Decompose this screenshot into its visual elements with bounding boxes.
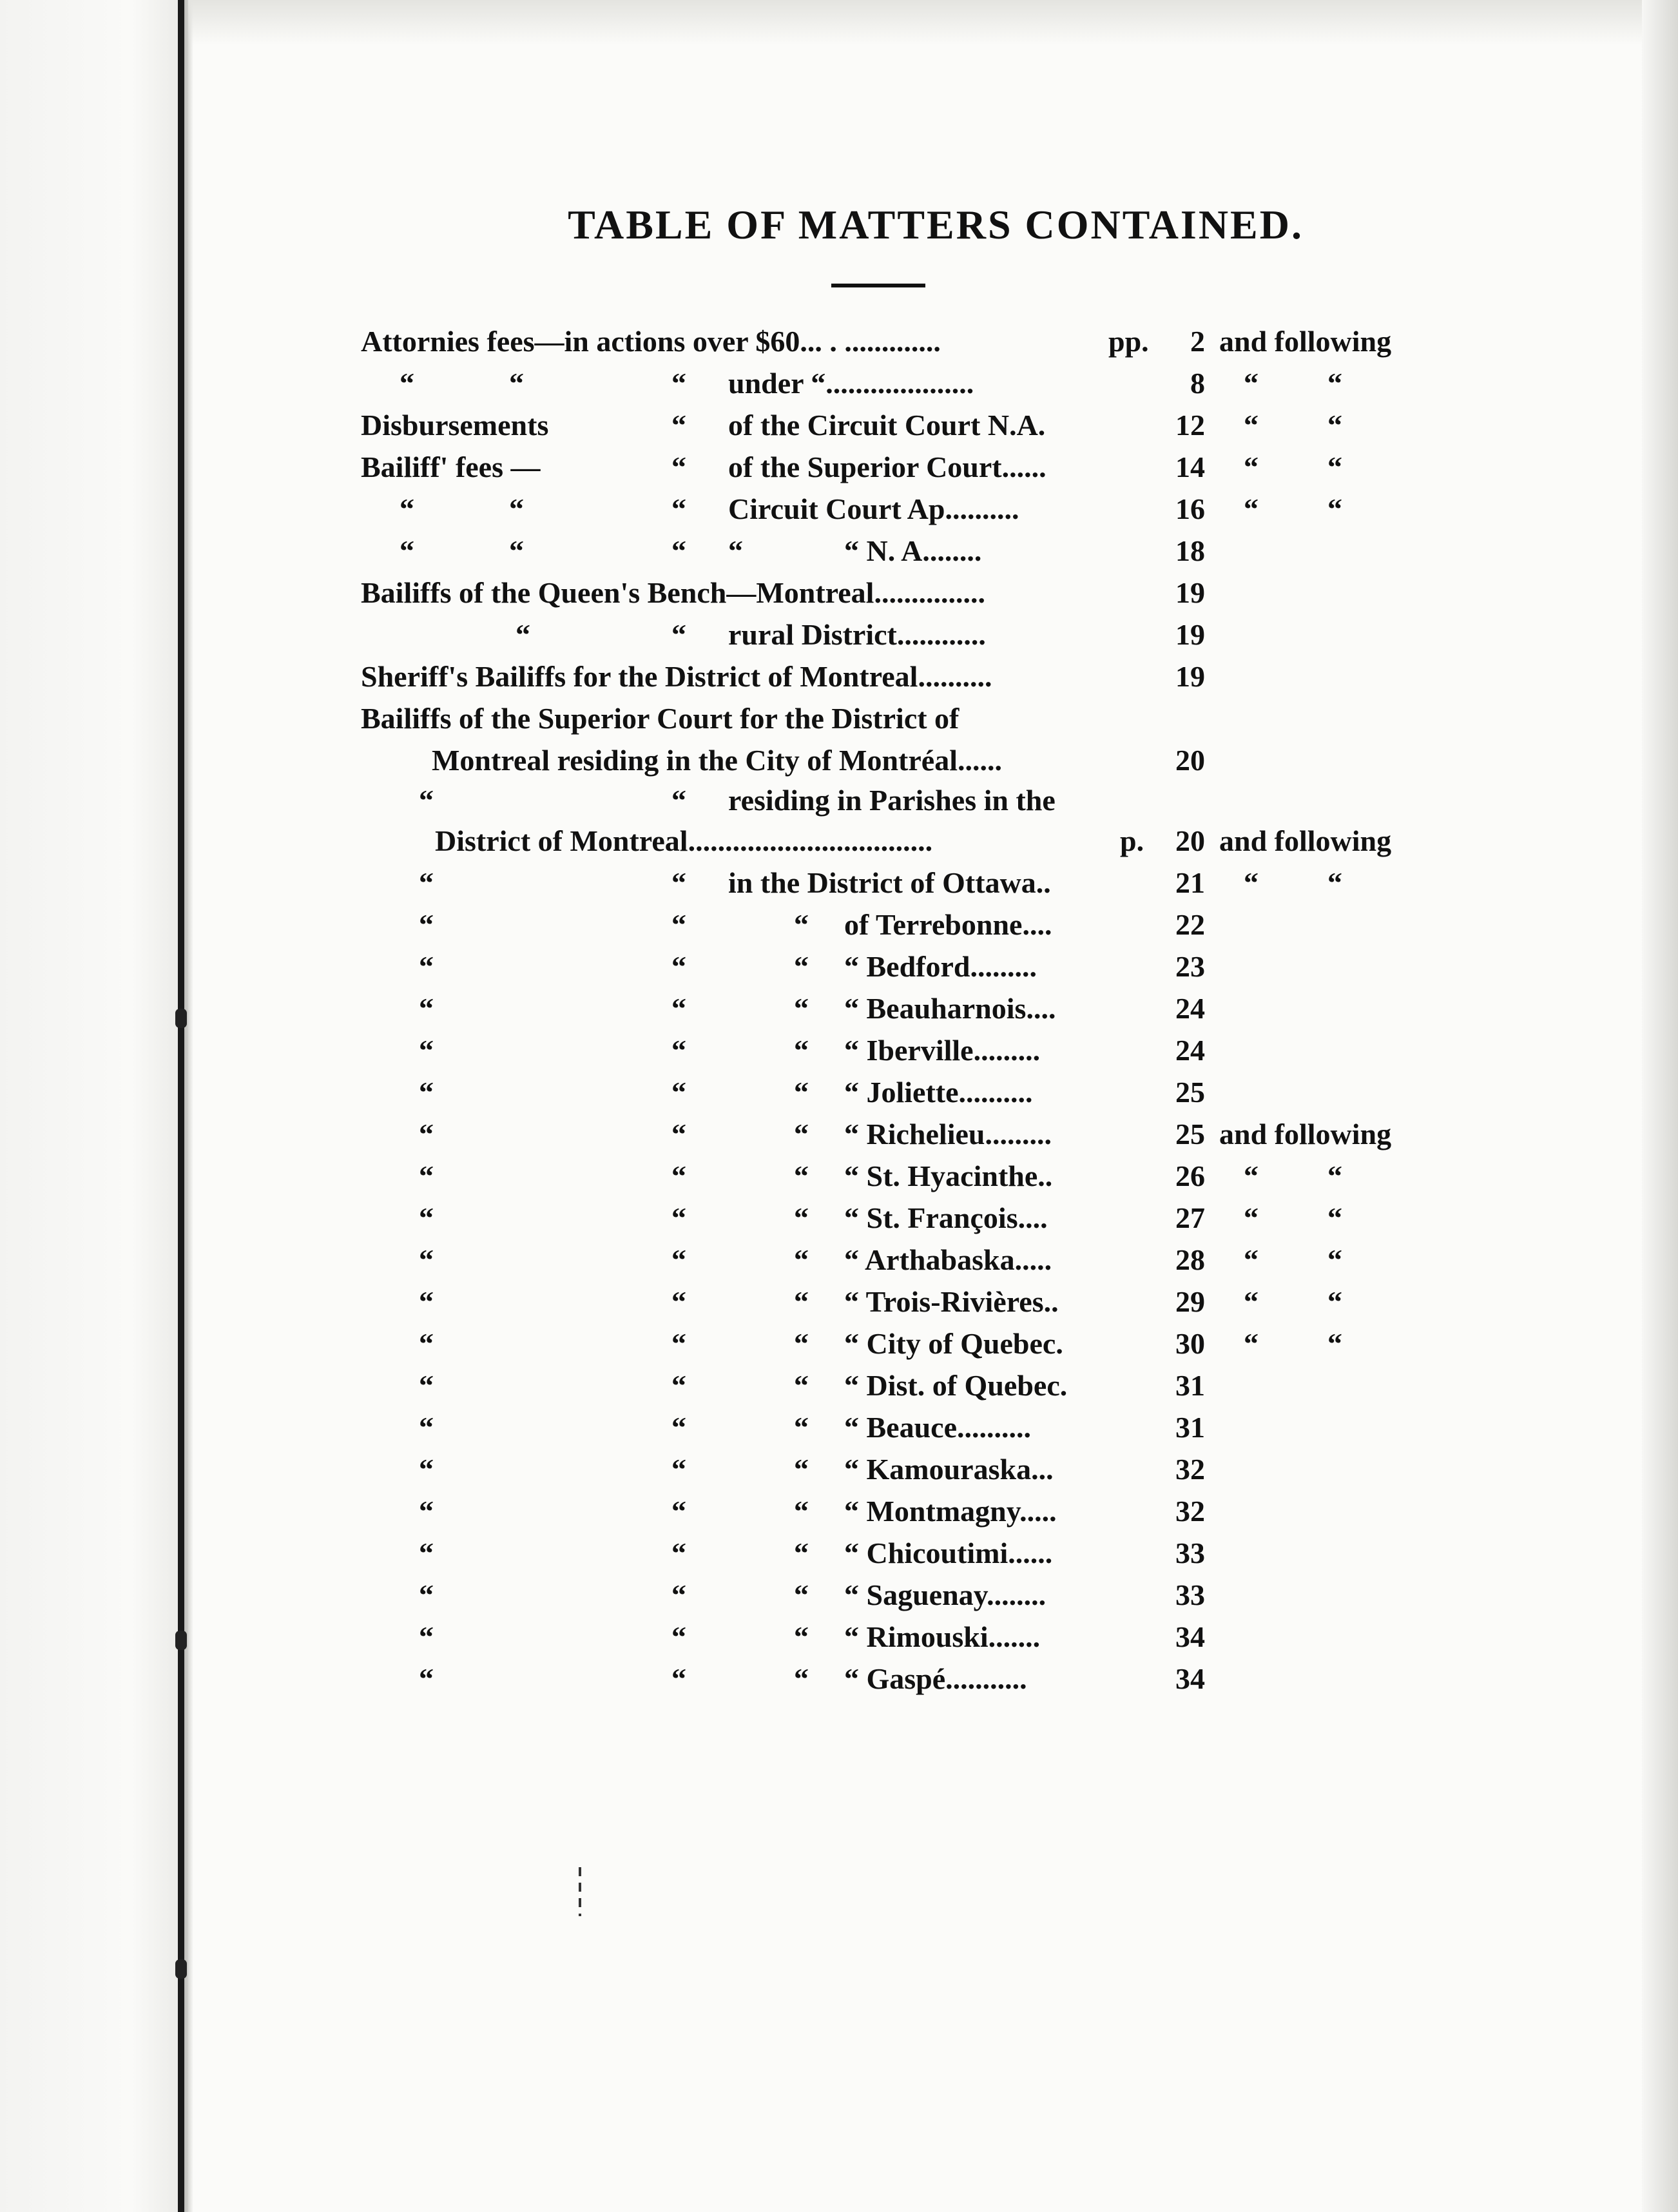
toc-entry-text: “ [400, 534, 414, 567]
ditto-mark: “ [794, 1201, 809, 1234]
toc-entry-district: “ Iberville......... [844, 1034, 1041, 1067]
ditto-mark: “ [1244, 1327, 1258, 1360]
toc-row [0, 616, 1678, 654]
page-number: 2 [1190, 325, 1205, 358]
toc-entry-text: “ [419, 1369, 434, 1402]
ditto-mark: “ [794, 1537, 809, 1569]
toc-entry-text: Attornies fees—in actions over $60... . ............. [361, 325, 941, 358]
toc-row [0, 322, 1678, 361]
toc-entry-subtext: in the District of Ottawa.. [728, 866, 1051, 899]
page-number: 16 [1175, 492, 1205, 525]
page-number: 26 [1175, 1159, 1205, 1192]
toc-row [0, 781, 1678, 820]
toc-entry-text: “ [419, 1327, 434, 1360]
ditto-mark: “ [794, 1662, 809, 1695]
following-note: and following [1219, 325, 1392, 358]
ditto-mark: “ [671, 1159, 686, 1192]
ditto-mark: “ [671, 908, 686, 941]
ditto-mark: “ [671, 1453, 686, 1486]
ditto-mark: “ [794, 1578, 809, 1611]
ditto-mark: “ [671, 1034, 686, 1067]
toc-entry-text: “ [400, 492, 414, 525]
toc-row [0, 1241, 1678, 1279]
ditto-mark: “ [794, 1243, 809, 1276]
ditto-mark: “ [794, 908, 809, 941]
toc-entry-district: “ City of Quebec. [844, 1327, 1063, 1360]
toc-entry-district: “ Arthabaska..... [844, 1243, 1052, 1276]
page-number: 20 [1175, 744, 1205, 777]
page-number: 18 [1175, 534, 1205, 567]
toc-entry-subtext: under “.................... [728, 367, 974, 400]
toc-entry-text: “ [419, 1453, 434, 1486]
toc-row [0, 1660, 1678, 1698]
toc-row [0, 1576, 1678, 1615]
toc-entry-district: “ Beauharnois.... [844, 992, 1056, 1025]
toc-entry-subtext: rural District............ [728, 618, 986, 651]
toc-row [0, 1073, 1678, 1112]
ditto-mark: “ [671, 534, 686, 567]
ditto-mark: “ [671, 492, 686, 525]
toc-entry-text: “ [419, 1285, 434, 1318]
ditto-mark: “ [794, 1369, 809, 1402]
toc-row [0, 947, 1678, 986]
ditto-mark: “ [671, 1620, 686, 1653]
toc-row [0, 1157, 1678, 1196]
page-number: 34 [1175, 1620, 1205, 1653]
toc-entry-district: “ St. François.... [844, 1201, 1048, 1234]
toc-entry-subtext: of the Circuit Court N.A. [728, 409, 1046, 441]
toc-entry-text: Bailiffs of the Superior Court for the District of [361, 702, 960, 735]
ditto-mark: “ [794, 1327, 809, 1360]
toc-row [0, 574, 1678, 612]
toc-entry-text: “ [419, 1578, 434, 1611]
ditto-mark: “ [794, 1076, 809, 1109]
page-number: 33 [1175, 1578, 1205, 1611]
toc-entry-district: “ St. Hyacinthe.. [844, 1159, 1053, 1192]
ditto-mark: “ [671, 1578, 686, 1611]
toc-entry-text: “ [419, 1411, 434, 1444]
page-title: TABLE OF MATTERS CONTAINED. [568, 202, 1304, 247]
pencil-mark [579, 1867, 581, 1916]
toc-entry-text: Bailiff' fees — [361, 451, 541, 483]
toc-entry-district: “ Montmagny..... [844, 1495, 1057, 1528]
page-number: 29 [1175, 1285, 1205, 1318]
toc-entry-text: Bailiffs of the Queen's Bench—Montreal............... [361, 576, 985, 609]
ditto-mark: “ [671, 1537, 686, 1569]
toc-row [0, 989, 1678, 1028]
page-number: 19 [1175, 660, 1205, 693]
toc-row [0, 532, 1678, 570]
toc-entry-district: “ Beauce.......... [844, 1411, 1032, 1444]
ditto-mark: “ [1327, 451, 1342, 483]
ditto-mark: “ [1327, 866, 1342, 899]
toc-row [0, 864, 1678, 902]
page-number: 31 [1175, 1369, 1205, 1402]
page-top-edge [188, 0, 1642, 45]
ditto-mark: “ [671, 1411, 686, 1444]
toc-entry-district: “ Gaspé........... [844, 1662, 1027, 1695]
ditto-mark: “ [794, 1159, 809, 1192]
toc-row [0, 1366, 1678, 1405]
toc-row [0, 1408, 1678, 1447]
following-note: and following [1219, 824, 1392, 857]
toc-entry-text: “ [419, 1076, 434, 1109]
ditto-mark: “ [671, 1327, 686, 1360]
toc-entry-text: Sheriff's Bailiffs for the District of Montreal.......... [361, 660, 992, 693]
toc-entry-text: “ [419, 1495, 434, 1528]
page-number: 23 [1175, 950, 1205, 983]
ditto-mark: “ [1244, 1159, 1258, 1192]
ditto-mark: “ [794, 1285, 809, 1318]
toc-entry-subtext: Circuit Court Ap.......... [728, 492, 1019, 525]
toc-row [0, 657, 1678, 696]
ditto-mark: “ [1244, 451, 1258, 483]
toc-row [0, 1618, 1678, 1656]
page-number: 28 [1175, 1243, 1205, 1276]
ditto-mark: “ [671, 1201, 686, 1234]
toc-row [0, 1283, 1678, 1321]
ditto-mark: “ [794, 992, 809, 1025]
ditto-mark: “ [1244, 1285, 1258, 1318]
toc-entry-text: “ [419, 1662, 434, 1695]
toc-entry-text: “ [400, 367, 414, 400]
ditto-mark: “ [1327, 1201, 1342, 1234]
toc-entry-text: “ [419, 1243, 434, 1276]
title-rule [831, 284, 925, 287]
toc-row [0, 448, 1678, 487]
toc-row [0, 490, 1678, 529]
toc-row [0, 699, 1678, 738]
toc-entry-district: “ Joliette.......... [844, 1076, 1033, 1109]
ditto-mark: “ [671, 1662, 686, 1695]
toc-entry-text: “ [419, 992, 434, 1025]
ditto-mark: “ [794, 1453, 809, 1486]
following-note: and following [1219, 1118, 1392, 1150]
toc-entry-district: “ Bedford......... [844, 950, 1037, 983]
toc-entry-district: “ Rimouski....... [844, 1620, 1041, 1653]
page-number: 8 [1190, 367, 1205, 400]
ditto-mark: “ [1327, 1159, 1342, 1192]
toc-entry-text: “ [419, 1537, 434, 1569]
toc-entry-district: “ Kamouraska... [844, 1453, 1054, 1486]
toc-row [0, 1324, 1678, 1363]
ditto-mark: “ [1244, 1243, 1258, 1276]
ditto-mark: “ [671, 784, 686, 817]
page-number: 31 [1175, 1411, 1205, 1444]
ditto-mark: “ [671, 1118, 686, 1150]
ditto-mark: “ [671, 367, 686, 400]
toc-entry-text: “ [419, 1620, 434, 1653]
toc-row [0, 741, 1678, 780]
page-number: 32 [1175, 1453, 1205, 1486]
ditto-mark: “ [794, 1118, 809, 1150]
toc-entry-district: “ Richelieu......... [844, 1118, 1052, 1150]
page-number: 20 [1175, 824, 1205, 857]
ditto-mark: “ [509, 367, 524, 400]
ditto-mark: “ [1244, 492, 1258, 525]
page-number: 24 [1175, 1034, 1205, 1067]
toc-row [0, 906, 1678, 944]
ditto-mark: “ [794, 1495, 809, 1528]
toc-entry-text: “ [419, 950, 434, 983]
toc-entry-text: “ [516, 618, 530, 651]
ditto-mark: “ [671, 950, 686, 983]
page-number: 12 [1175, 409, 1205, 441]
toc-entry-text: “ [419, 784, 434, 817]
toc-entry-text: District of Montreal................................. [435, 824, 933, 857]
ditto-mark: “ [509, 492, 524, 525]
ditto-mark: “ [1327, 492, 1342, 525]
ditto-mark: “ [794, 1034, 809, 1067]
toc-entry-text: “ [419, 1118, 434, 1150]
page-number: 27 [1175, 1201, 1205, 1234]
page-prefix: pp. [1108, 325, 1149, 358]
ditto-mark: “ [1327, 367, 1342, 400]
toc-row [0, 1492, 1678, 1531]
ditto-mark: “ [1244, 866, 1258, 899]
toc-entry-district: “ Saguenay........ [844, 1578, 1046, 1611]
toc-entry-district: “ N. A........ [844, 534, 982, 567]
toc-entry-subtext: “ [728, 534, 743, 567]
page-number: 19 [1175, 576, 1205, 609]
ditto-mark: “ [794, 1411, 809, 1444]
ditto-mark: “ [1327, 1243, 1342, 1276]
ditto-mark: “ [671, 1495, 686, 1528]
page-number: 19 [1175, 618, 1205, 651]
toc-entry-district: “ Dist. of Quebec. [844, 1369, 1068, 1402]
ditto-mark: “ [671, 866, 686, 899]
ditto-mark: “ [794, 1620, 809, 1653]
toc-row [0, 1450, 1678, 1489]
ditto-mark: “ [671, 1285, 686, 1318]
ditto-mark: “ [794, 950, 809, 983]
toc-entry-text: Disbursements [361, 409, 549, 441]
toc-entry-subtext: of the Superior Court...... [728, 451, 1046, 483]
ditto-mark: “ [509, 534, 524, 567]
page-number: 21 [1175, 866, 1205, 899]
toc-entry-text: Montreal residing in the City of Montréal...... [432, 744, 1002, 777]
ditto-mark: “ [671, 1369, 686, 1402]
page-number: 25 [1175, 1076, 1205, 1109]
toc-entry-district: “ Trois-Rivières.. [844, 1285, 1059, 1318]
toc-row [0, 406, 1678, 445]
toc-entry-district: of Terrebonne.... [844, 908, 1052, 941]
ditto-mark: “ [1327, 409, 1342, 441]
toc-entry-text: “ [419, 1159, 434, 1192]
toc-row [0, 1031, 1678, 1070]
page-number: 24 [1175, 992, 1205, 1025]
toc-entry-subtext: residing in Parishes in the [728, 784, 1056, 817]
toc-row [0, 364, 1678, 403]
toc-entry-text: “ [419, 866, 434, 899]
page-number: 32 [1175, 1495, 1205, 1528]
toc-row [0, 1199, 1678, 1237]
page-number: 34 [1175, 1662, 1205, 1695]
ditto-mark: “ [1244, 409, 1258, 441]
page-number: 33 [1175, 1537, 1205, 1569]
toc-row [0, 1534, 1678, 1573]
binding-stitch [175, 1959, 187, 1979]
ditto-mark: “ [1327, 1285, 1342, 1318]
page-prefix: p. [1120, 824, 1144, 857]
ditto-mark: “ [1327, 1327, 1342, 1360]
page-number: 25 [1175, 1118, 1205, 1150]
toc-row [0, 822, 1678, 860]
toc-entry-district: “ Chicoutimi...... [844, 1537, 1053, 1569]
ditto-mark: “ [671, 618, 686, 651]
ditto-mark: “ [1244, 367, 1258, 400]
ditto-mark: “ [671, 1076, 686, 1109]
toc-entry-text: “ [419, 1034, 434, 1067]
ditto-mark: “ [1244, 1201, 1258, 1234]
page-number: 30 [1175, 1327, 1205, 1360]
page-number: 14 [1175, 451, 1205, 483]
ditto-mark: “ [671, 1243, 686, 1276]
toc-entry-text: “ [419, 908, 434, 941]
ditto-mark: “ [671, 409, 686, 441]
ditto-mark: “ [671, 451, 686, 483]
ditto-mark: “ [671, 992, 686, 1025]
page-number: 22 [1175, 908, 1205, 941]
toc-entry-text: “ [419, 1201, 434, 1234]
toc-row [0, 1115, 1678, 1154]
